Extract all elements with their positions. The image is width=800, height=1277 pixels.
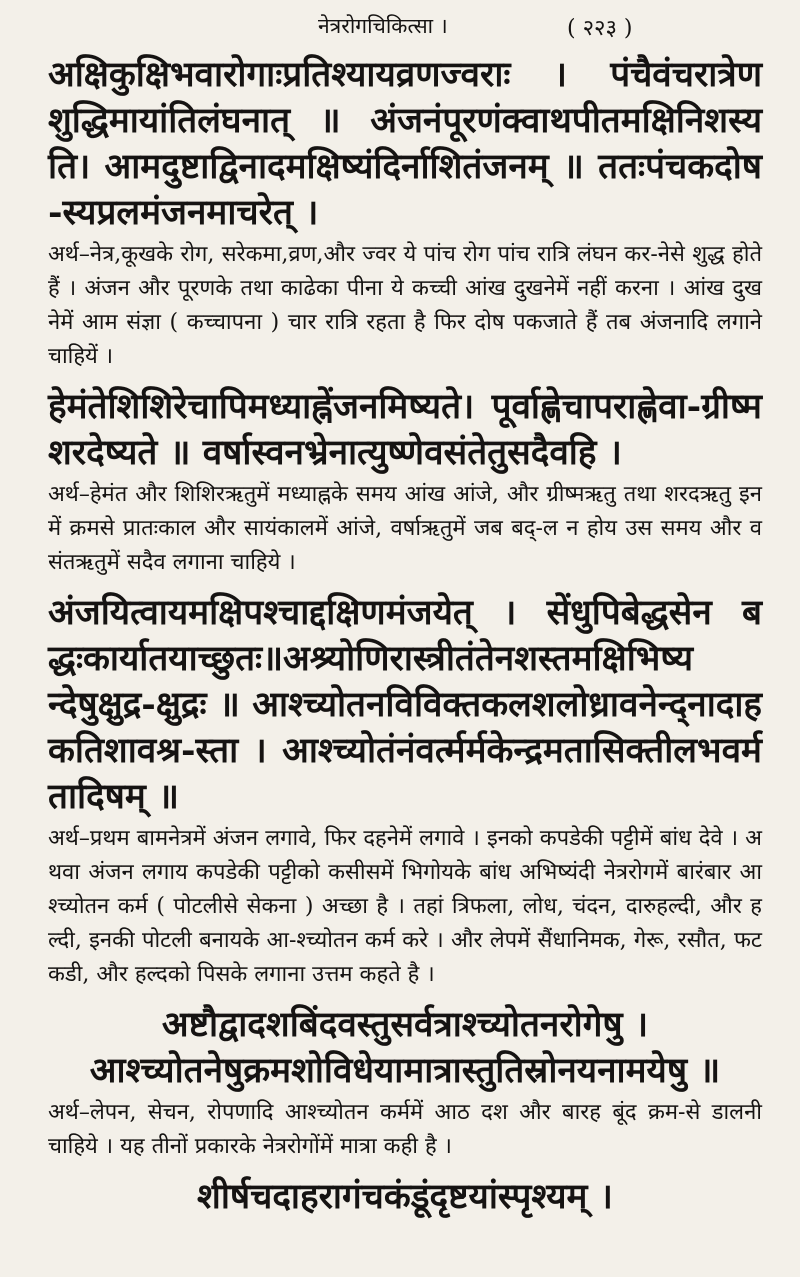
hindi-commentary: अर्थ–प्रथम बामनेत्रमें अंजन लगावे, फिर दहनेमें लगावे । इनको कपडेकी पट्टीमें बांध देवे । अथवा अंजन लगाय कपडेकी पट्टीको कसीसमें भिगोयके बांध अभिष्यंदी नेत्ररोगमें बारंबार आश्च्योतन कर्म ( पोटलीसे सेकना ) अच्छा है । तहां त्रिफला, लोध, चंदन, दारुहल्दी, और हल्दी, इनकी पोटली बनायके आ-श्च्योतन कर्म करे । और लेपमें सैंधानिमक, गेरू, रसौत, फटकडी, और हल्दको पिसके लगाना उत्तम कहते है । — [48, 826, 762, 987]
running-head: नेत्ररोगचिकित्सा । — [318, 14, 448, 38]
verse-block — [48, 1174, 762, 1220]
verse-block — [48, 1002, 762, 1164]
sanskrit-verse: आश्च्योतनेषुक्रमशोविधेयामात्रास्तुतिस्रोनयनामयेषु ॥ — [89, 1050, 721, 1091]
hindi-commentary: अर्थ–हेमंत और शिशिरऋतुमें मध्याह्नके समय आंख आंजे, और ग्रीष्मऋतु तथा शरदऋतु इनमें क्रमसे प्रातःकाल और सायंकालमें आंजे, वर्षाऋतुमें जब बद्-ल न होय उस समय और वसंतऋतुमें सदैव लगाना चाहिये । — [48, 482, 762, 575]
hindi-commentary: अर्थ–नेत्र,कूखके रोग, सरेकमा,व्रण,और ज्वर ये पांच रोग पांच रात्रि लंघन कर-नेसे शुद्ध होते हैं । अंजन और पूरणके तथा काढेका पीना ये कच्ची आंख दुखनेमें नहीं करना । आंख दुखनेमें आम संज्ञा ( कच्चापना ) चार रात्रि रहता है फिर दोष पकजाते हैं तब अंजनादि लगाने चाहियें । — [48, 242, 762, 369]
sanskrit-verse: अक्षिकुक्षिभवारोगाःप्रतिश्यायव्रणज्वराः । पंचैवंचरात्रेण शुद्धिमायांतिलंघनात् ॥ अंजनंपूरणंक्वाथपीतमक्षिनिशस्यति। आमदुष्टाद्विनादमक्षिष्यंदिर्नाशितंजनम् ॥ ततःपंचकदोष-स्यप्रलमंजनमाचरेत् । — [48, 54, 762, 233]
page-header — [0, 6, 800, 40]
page-body — [48, 52, 762, 1220]
hindi-commentary: अर्थ–लेपन, सेचन, रोपणादि आश्च्योतन कर्ममें आठ दश और बारह बूंद क्रम-से डालनी चाहिये । यह तीनों प्रकारके नेत्ररोगोंमें मात्रा कही है । — [48, 1100, 762, 1159]
sanskrit-verse: शीर्षचदाहरागंचकंडूंदृष्टयांस्पृश्यम् । — [197, 1176, 613, 1217]
sanskrit-verse: अंजयित्वायमक्षिपश्चाद्दक्षिणमंजयेत् । सेंधुपिबेद्धसेन बद्धःकार्यातयाच्छुतः॥अश्र्योणिरास्त्रीतंतेनशस्तमक्षिभिष्यन्देषुक्षुद्र-क्षुद्रः ॥ आश्च्योतनविविक्तकलशलोध्रावनेन्द्नादाहकतिशावश्र-स्ता । आश्च्योतंनंवर्त्मर्मकेन्द्रमतासिक्तीलभवर्मतादिषम् ॥ — [48, 592, 762, 817]
verse-block — [48, 384, 762, 580]
verse-block — [48, 52, 762, 374]
verse-block — [48, 590, 762, 992]
sanskrit-verse: हेमंतेशिशिरेचापिमध्याह्नेंजनमिष्यते। पूर्वाह्णेचापराह्णेवा-ग्रीष्मशरदेष्यते ॥ वर्षास्वनभ्रेनात्युष्णेवसंतेतुसदैवहि । — [48, 386, 762, 473]
sanskrit-verse: अष्टौद्वादशबिंदवस्तुसर्वत्राश्च्योतनरोगेषु । — [161, 1004, 649, 1045]
page-number: ( २२३ ) — [567, 16, 633, 41]
